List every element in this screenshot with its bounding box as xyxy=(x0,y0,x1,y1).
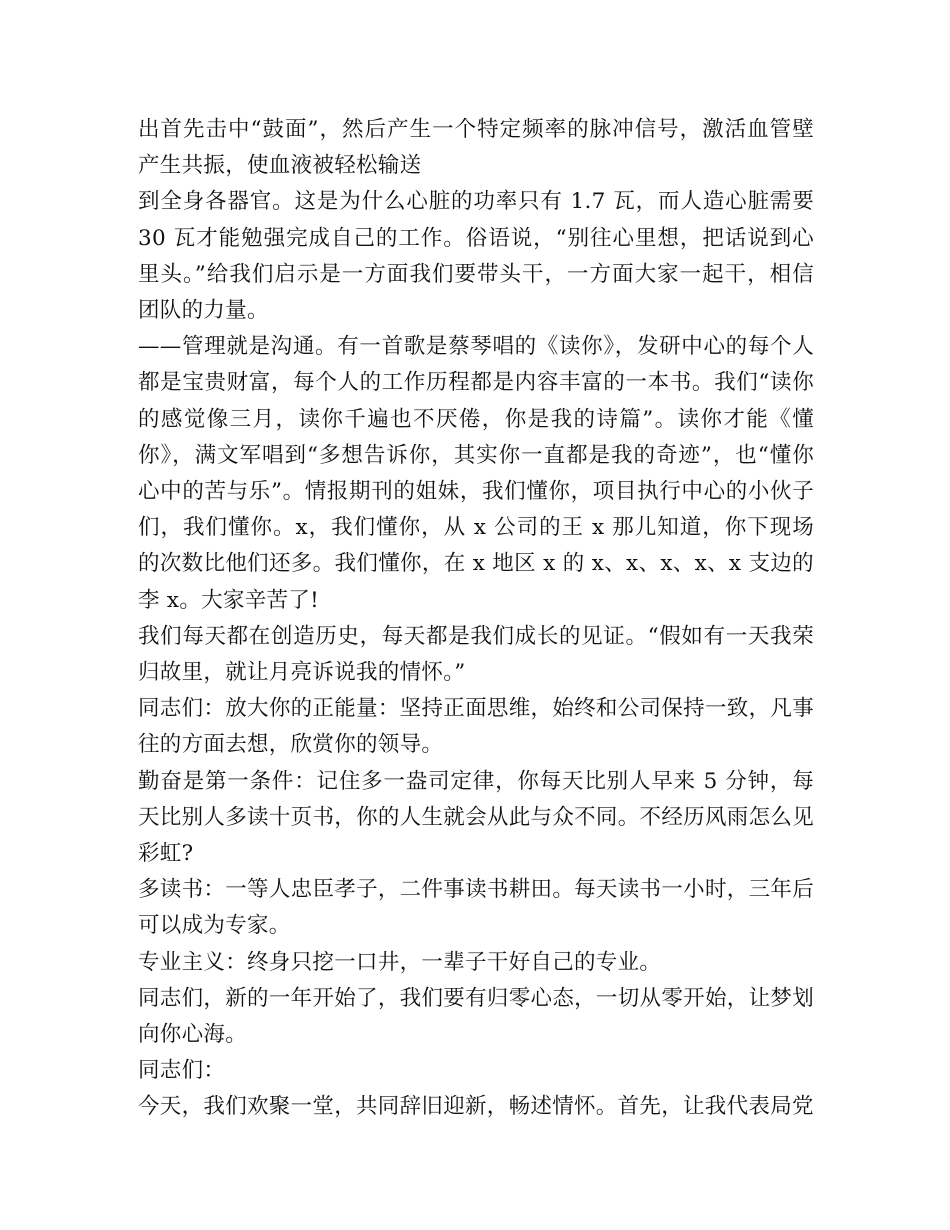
paragraph: ——管理就是沟通。有一首歌是蔡琴唱的《读你》，发研中心的每个人都是宝贵财富，每个人的工作历程都是内容丰富的一本书。我们“读你的感觉像三月，读你千遍也不厌倦，你是我的诗篇”。读你才能《懂你》，满文军唱到“多想告诉你，其实你一直都是我的奇迹”，也“懂你心中的苦与乐”。情报期刊的姐妹，我们懂你，项目执行中心的小伙子们，我们懂你。x，我们懂你，从 x 公司的王 x 那儿知道，你下现场的次数比他们还多。我们懂你，在 x 地区 x 的 x、x、x、x、x 支边的李 x。大家辛苦了! xyxy=(138,334,814,613)
paragraph: 出首先击中“鼓面”，然后产生一个特定频率的脉冲信号，激活血管壁产生共振，使血液被轻松输送 xyxy=(138,117,814,179)
paragraph: 我们每天都在创造历史，每天都是我们成长的见证。“假如有一天我荣归故里，就让月亮诉说我的情怀。” xyxy=(138,623,814,686)
paragraph: 多读书：一等人忠臣孝子，二件事读书耕田。每天读书一小时，三年后可以成为专家。 xyxy=(138,877,814,939)
paragraph: 专业主义：终身只挖一口井，一辈子干好自己的专业。 xyxy=(138,949,662,975)
paragraph: 今天，我们欢聚一堂，共同辞旧迎新，畅述情怀。首先，让我代表局党 xyxy=(138,1094,814,1120)
paragraph: 同志们： xyxy=(138,1058,226,1084)
paragraph: 同志们：放大你的正能量：坚持正面思维，始终和公司保持一致，凡事往的方面去想，欣赏你的领导。 xyxy=(138,696,814,758)
paragraph: 同志们，新的一年开始了，我们要有归零心态，一切从零开始，让梦划向你心海。 xyxy=(138,985,814,1048)
paragraph: 到全身各器官。这是为什么心脏的功率只有 1.7 瓦，而人造心脏需要 30 瓦才能勉强完成自己的工作。俗语说，“别往心里想，把话说到心里头。”给我们启示是一方面我们要带头干，一方面大家一起干，相信团队的力量。 xyxy=(138,189,814,324)
document-body xyxy=(138,112,814,1126)
paragraph: 勤奋是第一条件：记住多一盎司定律，你每天比别人早来 5 分钟，每天比别人多读十页书，你的人生就会从此与众不同。不经历风雨怎么见彩虹? xyxy=(138,768,814,867)
